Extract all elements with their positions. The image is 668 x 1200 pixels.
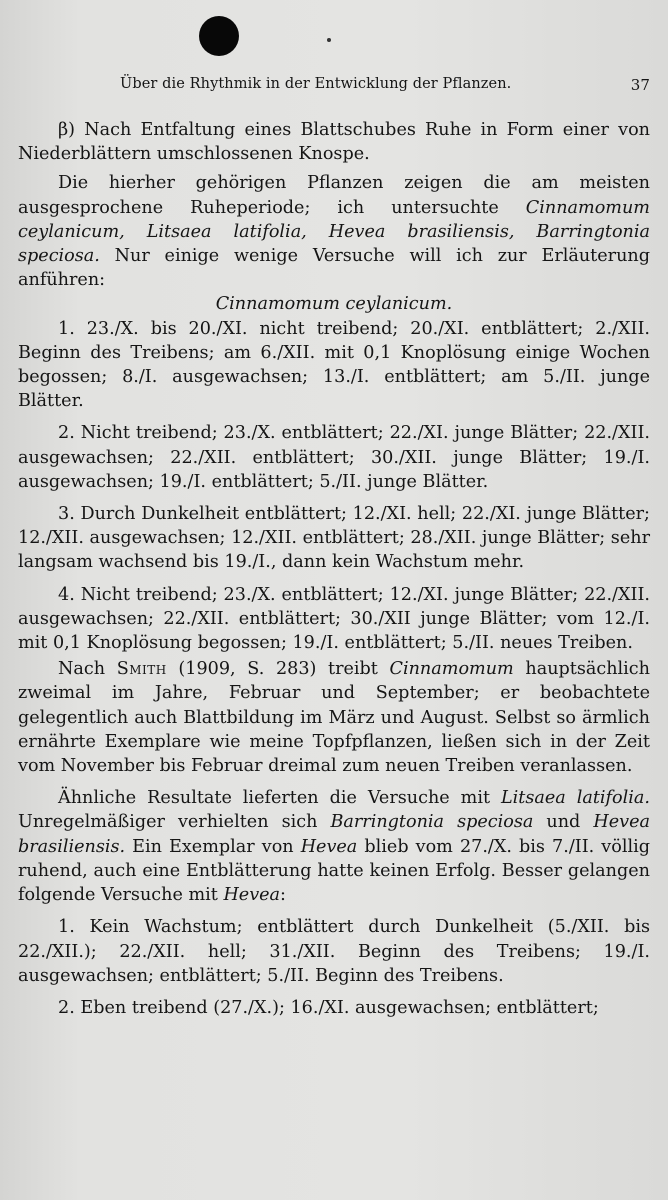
experiment-2: 2. Nicht treibend; 23./X. entblättert; 22./XI. junge Blätter; 22./XII. ausgewachsen; 22./XII. entblättert; 30./XII. junge Blätter; 19./I. ausgewachsen; 19./I. entblättert; 5./II. junge Blätter. — [18, 423, 650, 492]
text-run: Die hierher gehörigen Pflanzen zeigen die am meisten ausgesprochene Ruheperiode; ich untersuchte — [18, 173, 650, 218]
page-number: 37 — [630, 76, 650, 94]
species-name: Litsaea latifolia. — [500, 788, 650, 809]
hevea-experiment-2: 2. Eben treibend (27./X.); 16./XI. ausgewachsen; entblättert; — [58, 997, 599, 1018]
ink-speck — [327, 38, 331, 42]
genus-name: Cinnamomum — [389, 659, 514, 680]
experiment-1: 1. 23./X. bis 20./XI. nicht treibend; 20./XI. entblättert; 2./XII. Beginn des Treibens; am 6./XII. mit 0,1 Knoplösung einige Wochen begossen; 8./I. ausgewachsen; 13./I. entblättert; am 5./II. junge Blätter. — [18, 318, 650, 412]
experiment-4: 4. Nicht treibend; 23./X. entblättert; 12./XI. junge Blätter; 22./XII. ausgewachsen; 22./XII. entblättert; 30./XII junge Blätter; vom 12./I. mit 0,1 Knoplösung begossen; 19./I. entblättert; 5./II. neues Treiben. — [18, 584, 650, 654]
species-list: Cinnamomum ceylanicum, Litsaea latifolia, Hevea brasiliensis, Barringtonia speciosa. — [18, 197, 650, 267]
text-run: (1909, S. 283) treibt — [166, 659, 390, 680]
section-heading-beta: β) Nach Entfaltung eines Blattschubes Ruhe in Form einer von Niederblättern umschlossenen Knospe. — [18, 120, 650, 165]
species-name: Barringtonia speciosa — [330, 812, 534, 833]
experiment-3: 3. Durch Dunkelheit entblättert; 12./XI. hell; 22./XI. junge Blätter; 12./XII. ausgewachsen; 12./XII. entblättert; 28./XII. junge Blätter; sehr langsam wachsend bis 19./I., dann kein Wachstum mehr. — [18, 504, 650, 573]
running-title: Über die Rhythmik in der Entwicklung der Pflanzen. — [120, 76, 512, 92]
species-name: Hevea brasiliensis. — [18, 812, 650, 857]
genus-name: Hevea — [300, 836, 358, 857]
text-run: und — [533, 812, 594, 833]
author-name: Smith — [116, 659, 167, 680]
similar-results-paragraph — [18, 786, 650, 907]
intro-paragraph — [18, 171, 650, 292]
body-text — [18, 118, 650, 1020]
text-run: Ähnliche Resultate lieferten die Versuche mit — [58, 788, 501, 809]
ink-blot — [199, 16, 239, 56]
text-run: blieb vom 27./X. bis 7./II. völlig ruhend, auch eine Entblätterung hatte keinen Erfolg. Besser gelangen folgende Versuche mit — [18, 836, 650, 906]
text-run: hauptsächlich zweimal im Jahre, Februar und September; er beobachtete gelegentlich auch Blattbildung im März und August. Selbst so ärmlich ernährte Exemplare wie meine Topfpflanzen, ließen sich in der Zeit vom November bis Februar dreimal zum neuen Treiben veranlassen. — [18, 659, 650, 777]
smith-paragraph — [18, 657, 650, 778]
hevea-experiment-1: 1. Kein Wachstum; entblättert durch Dunkelheit (5./XII. bis 22./XII.); 22./XII. hell; 31./XII. Beginn des Treibens; 19./I. ausgewachsen; entblättert; 5./II. Beginn des Treibens. — [18, 917, 650, 986]
text-run: Ein Exemplar von — [125, 836, 301, 857]
text-run: : — [280, 885, 286, 906]
genus-name: Hevea — [223, 885, 281, 906]
page-header — [120, 76, 650, 100]
species-subheading: Cinnamomum ceylanicum. — [215, 294, 453, 315]
text-run: Unregelmäßiger verhielten sich — [18, 812, 331, 833]
text-run: Nur einige wenige Versuche will ich zur Erläuterung anführen: — [18, 246, 650, 291]
text-run: Nach — [58, 659, 117, 680]
